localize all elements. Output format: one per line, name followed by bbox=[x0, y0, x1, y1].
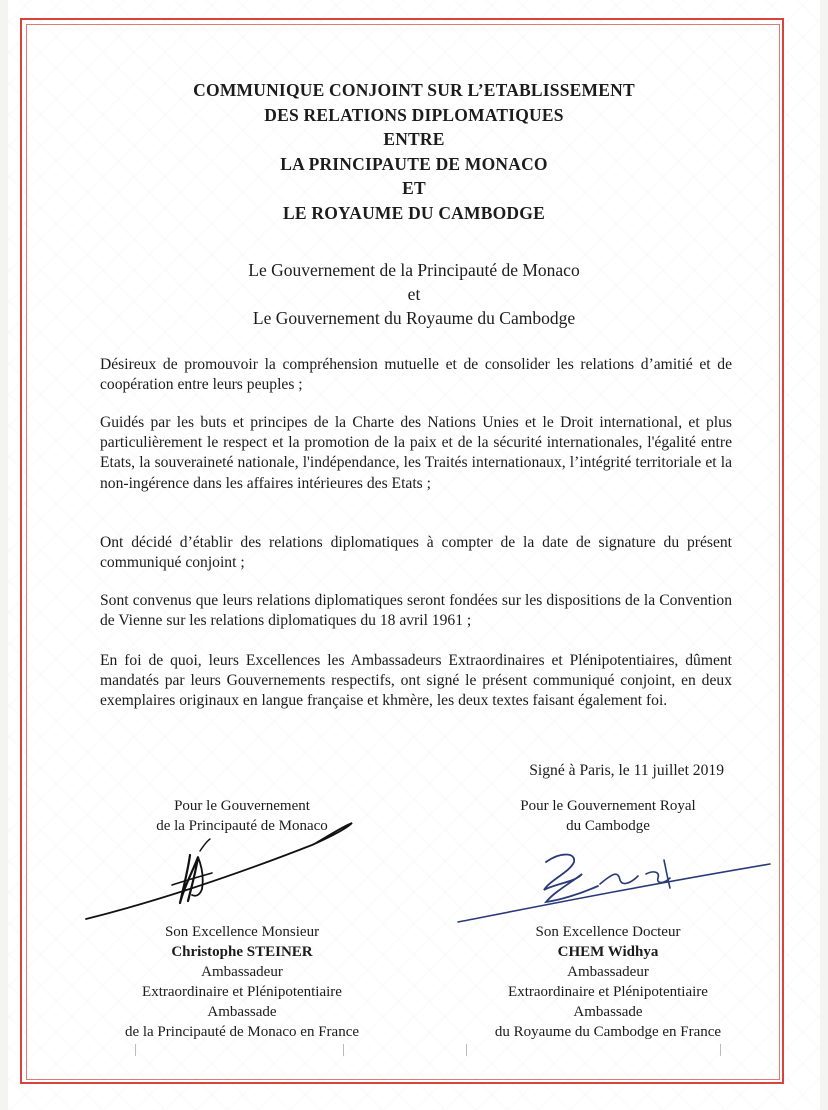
left-title: de la Principauté de Monaco en France bbox=[124, 1024, 360, 1040]
title-line: ET bbox=[402, 178, 426, 198]
document-title bbox=[0, 78, 828, 225]
right-handwritten-signature bbox=[450, 840, 790, 930]
left-handwritten-signature bbox=[80, 815, 370, 925]
signature-place-date: Signé à Paris, le 11 juillet 2019 bbox=[529, 762, 724, 779]
scan-mark bbox=[720, 1044, 721, 1056]
scan-mark bbox=[135, 1044, 136, 1056]
left-for-line: Pour le Gouvernement bbox=[174, 798, 310, 814]
right-signatory-details bbox=[448, 922, 768, 1042]
right-signatory-name: CHEM Widhya bbox=[557, 944, 659, 960]
paragraph-desireux: Désireux de promouvoir la compréhension mutuelle et de consolider les relations d’amitié et de coopération entre leurs peuples ; bbox=[100, 356, 732, 394]
right-title: Ambassade bbox=[573, 1004, 643, 1020]
government-line: Le Gouvernement de la Principauté de Monaco bbox=[248, 260, 580, 280]
scan-mark bbox=[466, 1044, 467, 1056]
right-for-government bbox=[448, 796, 768, 836]
title-line: LA PRINCIPAUTE DE MONACO bbox=[280, 153, 548, 174]
right-title: Ambassadeur bbox=[567, 964, 649, 980]
left-signatory-name: Christophe STEINER bbox=[171, 944, 313, 960]
left-title: Extraordinaire et Plénipotentiaire bbox=[142, 984, 342, 1000]
paragraph-guides: Guidés par les buts et principes de la Charte des Nations Unies et le Droit international, et plus particulièrement le respect et la promotion de la paix et de la sécurité internationales, l'égalité entre Etats, la souveraineté nationale, l'indépendance, les Traités internationaux, l’intégrité territoriale et la non-ingérence dans les affaires intérieures des Etats ; bbox=[100, 414, 732, 492]
right-for-line: du Cambodge bbox=[566, 818, 650, 834]
title-line: DES RELATIONS DIPLOMATIQUES bbox=[264, 104, 564, 125]
right-title: du Royaume du Cambodge en France bbox=[494, 1024, 722, 1040]
paragraph-sont-convenus: Sont convenus que leurs relations diplomatiques seront fondées sur les dispositions de la Convention de Vienne sur les relations diplomatiques du 18 avril 1961 ; bbox=[100, 592, 732, 630]
title-line: ENTRE bbox=[383, 129, 445, 149]
title-line: LE ROYAUME DU CAMBODGE bbox=[283, 202, 545, 223]
scan-mark bbox=[343, 1044, 344, 1056]
right-honorific: Son Excellence Docteur bbox=[535, 924, 681, 940]
left-honorific: Son Excellence Monsieur bbox=[164, 924, 320, 940]
government-line: Le Gouvernement du Royaume du Cambodge bbox=[252, 308, 576, 328]
left-title: Ambassadeur bbox=[201, 964, 283, 980]
paragraph-ont-decide: Ont décidé d’établir des relations diplomatiques à compter de la date de signature du présent communiqué conjoint ; bbox=[100, 534, 732, 572]
left-title: Ambassade bbox=[207, 1004, 277, 1020]
governments-heading bbox=[0, 258, 828, 330]
title-line: COMMUNIQUE CONJOINT SUR L’ETABLISSEMENT bbox=[193, 80, 635, 100]
right-title: Extraordinaire et Plénipotentiaire bbox=[508, 984, 708, 1000]
paragraph-en-foi: En foi de quoi, leurs Excellences les Ambassadeurs Extraordinaires et Plénipotentiaires, dûment mandatés par leurs Gouvernements respectifs, ont signé le présent communiqué conjoint, en deux exemplaires originaux en langue française et khmère, les deux textes faisant également foi. bbox=[100, 652, 732, 710]
left-for-line: de la Principauté de Monaco bbox=[156, 818, 328, 834]
left-signatory-details bbox=[96, 922, 388, 1042]
government-line: et bbox=[407, 284, 421, 304]
right-for-line: Pour le Gouvernement Royal bbox=[520, 798, 696, 814]
